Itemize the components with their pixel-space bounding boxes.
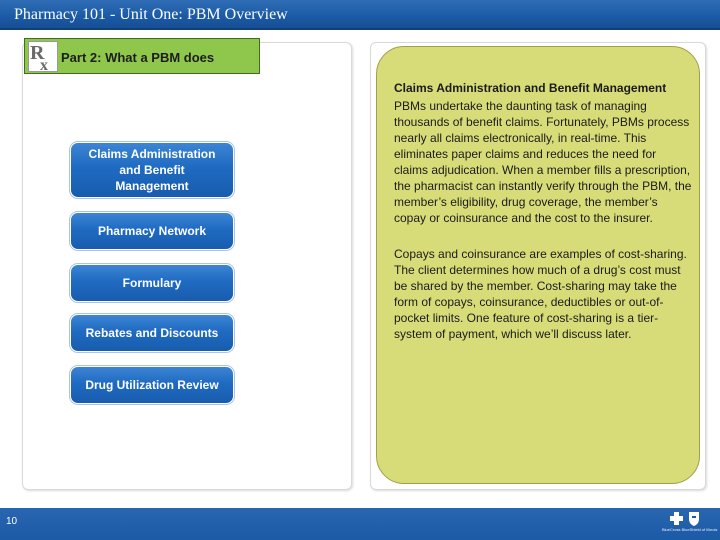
- drug-utilization-review-button[interactable]: [70, 366, 234, 404]
- claims-button-label-line3: Management: [115, 179, 189, 193]
- claims-button-label-line1: Claims Administration: [88, 147, 216, 161]
- formulary-button[interactable]: [70, 264, 234, 302]
- page-title: Pharmacy 101 - Unit One: PBM Overview: [14, 6, 288, 23]
- rx-icon: [28, 41, 58, 72]
- content-text: [394, 80, 692, 342]
- section-title: Part 2: What a PBM does: [61, 50, 215, 65]
- pharmacy-network-button[interactable]: [70, 212, 234, 250]
- svg-text:R: R: [30, 42, 45, 64]
- rebates-discounts-button[interactable]: [70, 314, 234, 352]
- formulary-label: Formulary: [122, 276, 182, 290]
- section-header: [24, 38, 260, 74]
- svg-text:x: x: [40, 57, 48, 71]
- content-paragraph-1: PBMs undertake the daunting task of managing thousands of benefit claims. Fortunately, PBMs process nearly all claims electronically, in real-time. This eliminates paper claims and reduces the need for claims adjudication. When a member fills a prescription, the pharmacist can instantly verify through the PBM, the member’s eligibility, drug coverage, the member’s copay or coinsurance and the cost to the insurer.: [394, 99, 692, 225]
- content-paragraph-2: Copays and coinsurance are examples of cost-sharing. The client determines how much of a drug’s cost must be shared by the member. Cost-sharing may take the form of copays, coinsurance, deductibles or out-of-pocket limits. One feature of cost-sharing is a tier-system of payment, which we’ll discuss later.: [394, 247, 687, 341]
- page-number: 10: [6, 516, 18, 527]
- drug-utilization-label: Drug Utilization Review: [85, 378, 219, 392]
- blue-cross-blue-shield-logo: [662, 510, 718, 538]
- claims-button-label-line2: and Benefit: [119, 163, 185, 177]
- content-heading: Claims Administration and Benefit Management: [394, 81, 667, 95]
- footer-bar: [0, 508, 720, 540]
- logo-text: BlueCross BlueShield of Illinois: [662, 527, 718, 532]
- pharmacy-network-label: Pharmacy Network: [97, 224, 207, 238]
- title-bar: [0, 0, 720, 30]
- rebates-label: Rebates and Discounts: [85, 326, 219, 340]
- claims-administration-button[interactable]: [70, 142, 234, 198]
